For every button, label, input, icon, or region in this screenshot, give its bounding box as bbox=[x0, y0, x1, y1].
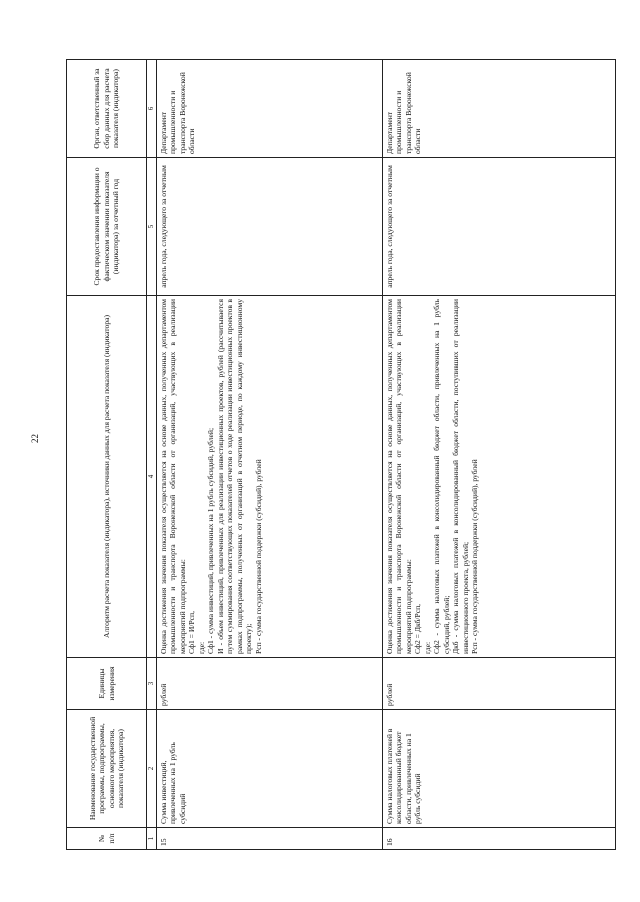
algorithm-definition: И - объем инвестиций, привлеченных для реализации инвестиционных проектов, рублей (рассчитывается путем суммирования соответствующих показателей отчетов о ходе реализации инвестиционных проектов в рамках подпрограммы, полученных от организаций в отчетном периоде, по каждому инвестиционному проекту); bbox=[215, 299, 254, 654]
algorithm-definition: Рсп - сумма государственной поддержки (субсидий), рублей bbox=[470, 459, 480, 654]
header-name: Наименование государственной программы, подпрограммы, основного мероприятия, показателя (индикатора) bbox=[67, 710, 147, 828]
indicator-org: Департамент промышленности и транспорта Воронежской области bbox=[156, 60, 382, 158]
indicator-name: Сумма налоговых платежей в консолидированный бюджет области, привлеченных на 1 рубль субсидий bbox=[382, 710, 615, 828]
table-row bbox=[156, 60, 382, 850]
indicator-org: Департамент промышленности и транспорта Воронежской области bbox=[382, 60, 615, 158]
col-number: 5 bbox=[147, 158, 157, 296]
col-number: 6 bbox=[147, 60, 157, 158]
algorithm-formula: Сф1 = И/Рсп, bbox=[187, 610, 197, 654]
col-number: 1 bbox=[147, 828, 157, 850]
indicators-table bbox=[66, 59, 616, 850]
algorithm-where: где: bbox=[196, 641, 206, 654]
algorithm-definition: Рсп - сумма государственной поддержки (субсидий), рублей bbox=[253, 459, 263, 654]
algorithm-definition: Сф1 - сумма инвестиций, привлеченных на 1 рубль субсидий, рублей; bbox=[206, 427, 216, 654]
indicator-name: Сумма инвестиций, привлеченных на 1 рубль субсидий bbox=[156, 710, 382, 828]
algorithm-intro: Оценка достижения значения показателя осуществляется на основе данных, полученных департаментом промышленности и транспорта Воронежской области от организаций, участвующих в реализации мероприятий подпрограммы: bbox=[384, 299, 413, 654]
row-number: 16 bbox=[382, 828, 615, 850]
table-row bbox=[382, 60, 615, 850]
indicator-algorithm bbox=[156, 296, 382, 658]
header-algorithm: Алгоритм расчета показателя (индикатора), источники данных для расчета показателя (индикатора) bbox=[67, 296, 147, 658]
indicator-algorithm bbox=[382, 296, 615, 658]
algorithm-definition: Сф2 - сумма налоговых платежей в консолидированный бюджет области, привлеченных на 1 рубль субсидий, рублей; bbox=[432, 299, 451, 654]
row-number: 15 bbox=[156, 828, 382, 850]
indicator-unit: рублей bbox=[382, 658, 615, 710]
algorithm-definition: Дкб - сумма налоговых платежей в консолидированный бюджет области, поступивших от реализации инвестиционного проекта, рублей; bbox=[451, 299, 470, 654]
indicator-deadline: апрель года, следующего за отчетным bbox=[382, 158, 615, 296]
algorithm-where: где: bbox=[422, 641, 432, 654]
header-unit: Единицы измерения bbox=[67, 658, 147, 710]
header-num: № п/п bbox=[67, 828, 147, 850]
header-deadline: Срок предоставления информации о фактическом значении показателя (индикатора) за отчетный год bbox=[67, 158, 147, 296]
algorithm-formula: Сф2 = Дкб/Рсп, bbox=[413, 603, 423, 654]
page-number: 22 bbox=[30, 434, 40, 443]
algorithm-intro: Оценка достижения значения показателя осуществляется на основе данных, полученных департаментом промышленности и транспорта Воронежской области от организаций, участвующих в реализации мероприятий подпрограммы: bbox=[158, 299, 187, 654]
rotated-table-container bbox=[66, 60, 614, 850]
column-number-row bbox=[147, 60, 157, 850]
col-number: 2 bbox=[147, 710, 157, 828]
header-org: Орган, ответственный за сбор данных для расчета показателя (индикатора) bbox=[67, 60, 147, 158]
indicator-deadline: апрель года, следующего за отчетным bbox=[156, 158, 382, 296]
col-number: 3 bbox=[147, 658, 157, 710]
header-row bbox=[67, 60, 147, 850]
indicator-unit: рублей bbox=[156, 658, 382, 710]
col-number: 4 bbox=[147, 296, 157, 658]
